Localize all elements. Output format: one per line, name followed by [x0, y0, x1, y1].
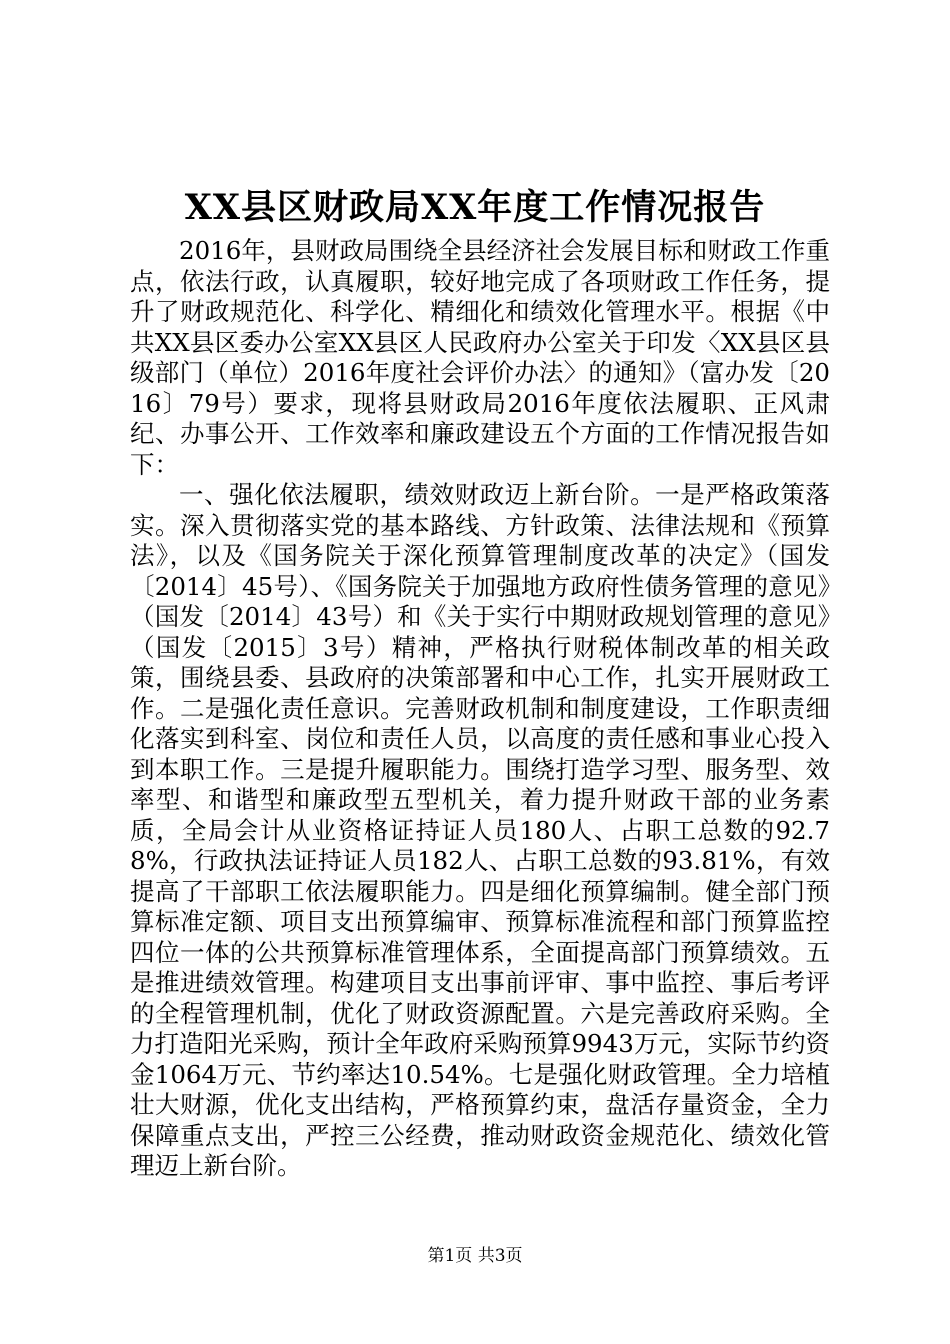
paragraph-section-one: 一、强化依法履职，绩效财政迈上新台阶。一是严格政策落实。深入贯彻落实党的基本路线、方针政策、法律法规和《预算法》，以及《国务院关于深化预算管理制度改革的决定》（国发〔2014〕45号）、《国务院关于加强地方政府性债务管理的意见》（国发〔2014〕43号）和《关于实行中期财政规划管理的意见》（国发〔2015〕3号）精神，严格执行财税体制改革的相关政策，围绕县委、县政府的决策部署和中心工作，扎实开展财政工作。二是强化责任意识。完善财政机制和制度建设，工作职责细化落实到科室、岗位和责任人员，以高度的责任感和事业心投入到本职工作。三是提升履职能力。围绕打造学习型、服务型、效率型、和谐型和廉政型五型机关，着力提升财政干部的业务素质，全局会计从业资格证持证人员180人、占职工总数的92.78%，行政执法证持证人员182人、占职工总数的93.81%，有效提高了干部职工依法履职能力。四是细化预算编制。健全部门预算标准定额、项目支出预算编审、预算标准流程和部门预算监控四位一体的公共预算标准管理体系，全面提高部门预算绩效。五是推进绩效管理。构建项目支出事前评审、事中监控、事后考评的全程管理机制，优化了财政资源配置。六是完善政府采购。全力打造阳光采购，预计全年政府采购预算9943万元，实际节约资金1064万元、节约率达10.54%。七是强化财政管理。全力培植壮大财源，优化支出结构，严格预算约束，盘活存量资金，全力保障重点支出，严控三公经费，推动财政资金规范化、绩效化管理迈上新台阶。	[130, 480, 830, 1180]
document-title: XX县区财政局XX年度工作情况报告	[184, 187, 766, 228]
paragraph-intro: 2016年，县财政局围绕全县经济社会发展目标和财政工作重点，依法行政，认真履职，较好地完成了各项财政工作任务，提升了财政规范化、科学化、精细化和绩效化管理水平。根据《中共XX县区委办公室XX县区人民政府办公室关于印发〈XX县区县级部门（单位）2016年度社会评价办法〉的通知》（富办发〔2016〕79号）要求，现将县财政局2016年度依法履职、正风肃纪、办事公开、工作效率和廉政建设五个方面的工作情况报告如下：	[130, 236, 830, 479]
document-body	[130, 236, 830, 1182]
page-number: 第1页 共3页	[427, 1246, 523, 1266]
